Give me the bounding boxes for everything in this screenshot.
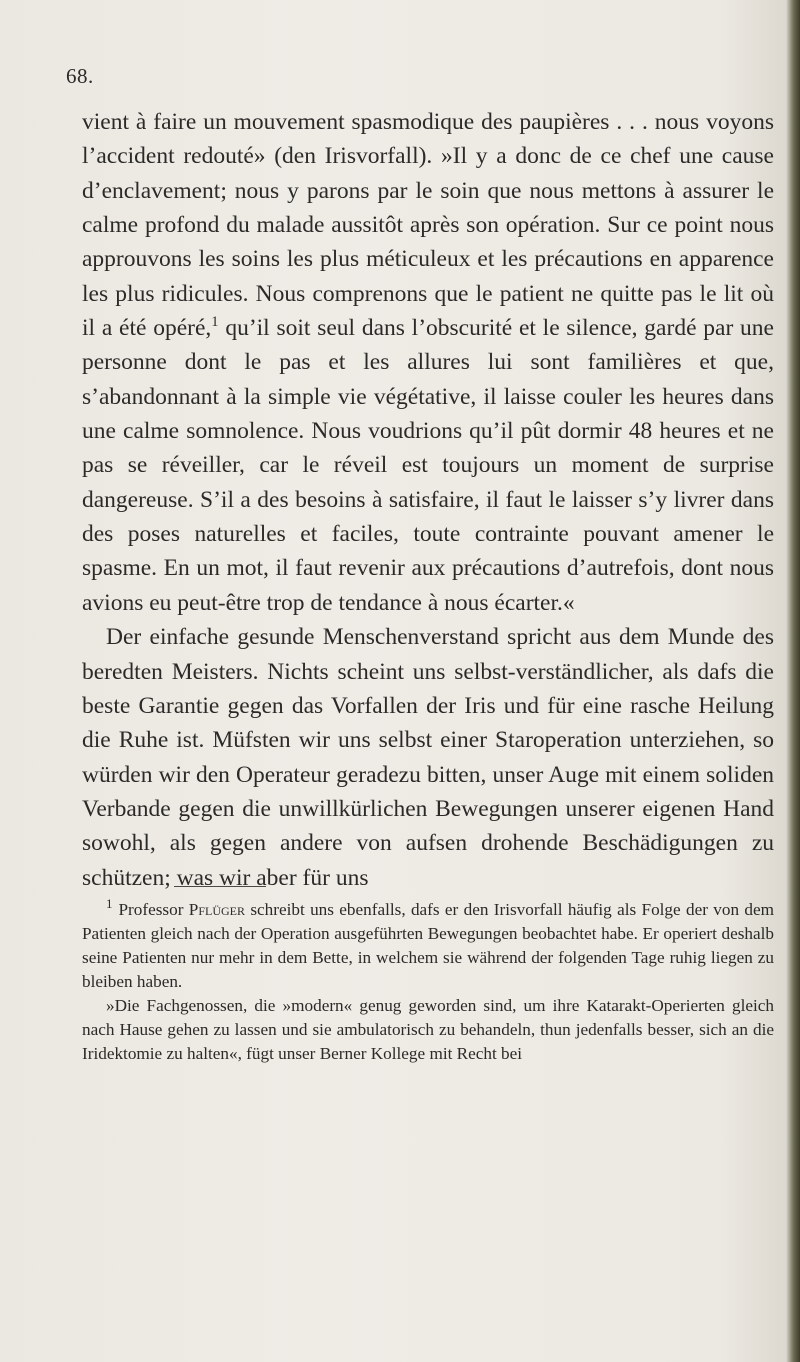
footnote-1: [82, 898, 774, 994]
footnote-1-continued: »Die Fachgenossen, die »modern« genug geworden sind, um ihre Katarakt-Operierten gleich nach Hause gehen zu lassen und sie ambulatorisch zu behandeln, thun jedenfalls besser, sich an die Iridektomie zu halten«, fügt unser Berner Kollege mit Recht bei: [82, 996, 774, 1063]
footnote-text: schreibt uns ebenfalls, dafs er den Irisvorfall häufig als Folge der von dem Patienten gleich nach der Operation ausgeführten Bewegungen beobachtet habe. Er operiert deshalb seine Patienten nur mehr in dem Bette, in welchem sie während der folgenden Tage ruhig liegen zu bleiben haben.: [82, 900, 774, 991]
paragraph-2: Der einfache gesunde Menschenverstand spricht aus dem Munde des beredten Meisters. Nichts scheint uns selbst-verständlicher, als dafs die beste Garantie gegen das Vorfallen der Iris und für eine rasche Heilung die Ruhe ist. Müfsten wir uns selbst einer Staroperation unterziehen, so würden wir den Operateur geradezu bitten, unser Auge mit einem soliden Verbande gegen die unwillkürlichen Bewegungen unserer eigenen Hand sowohl, als gegen andere von aufsen drohende Beschädigungen zu schützen; was wir aber für uns: [82, 624, 774, 891]
footnote-divider: [174, 886, 266, 887]
page-edge-shadow: [786, 0, 800, 1362]
footnote-reference: 1: [211, 314, 219, 331]
footnote-lead: Professor: [118, 900, 189, 919]
paragraph-1-part-1: vient à faire un mouvement spasmodique des paupières . . . nous voyons l’accident redouté» (den Irisvorfall). »Il y a donc de ce chef une cause d’enclavement; nous y parons par le soin que nous mettons à assurer le calme profond du malade aussitôt après son opération. Sur ce point nous approuvons les soins les plus méticuleux et les précautions en apparence les plus ridicules. Nous comprenons que le patient ne quitte pas le lit où il a été opéré,: [82, 109, 774, 342]
footnotes: [82, 898, 774, 1066]
paragraph-1-part-2: qu’il soit seul dans l’obscurité et le silence, gardé par une personne dont le pas et les allures lui sont familières et que, s’abandonnant à la simple vie végétative, il laisse couler les heures dans une calme somnolence. Nous voudrions qu’il pût dormir 48 heures et ne pas se réveiller, car le réveil est toujours un moment de surprise dangereuse. S’il a des besoins à satisfaire, il faut le laisser s’y livrer dans des poses naturelles et faciles, toute contrainte pouvant amener le spasme. En un mot, il faut revenir aux précautions d’autrefois, dont nous avions eu peut-être trop de tendance à nous écarter.«: [82, 315, 774, 616]
paragraph-1: [82, 105, 774, 620]
page-number: 68.: [66, 64, 94, 88]
footnote-author: Pflüger: [188, 900, 245, 919]
footnote-marker: 1: [106, 896, 113, 912]
main-text: [82, 105, 774, 895]
